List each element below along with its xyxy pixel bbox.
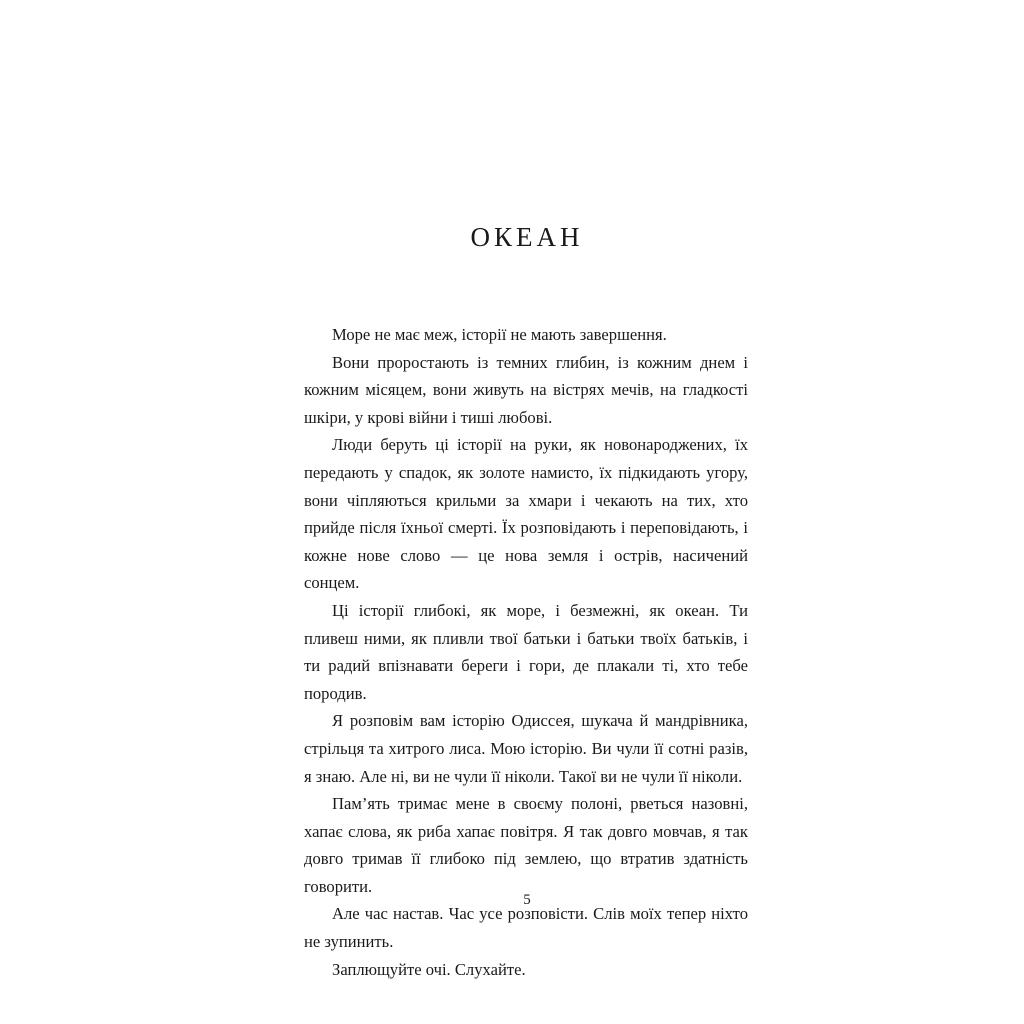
paragraph: Але час настав. Час усе розповісти. Слів моїх тепер ніхто не зупинить. [304,904,748,952]
paragraph: Море не має меж, історії не мають завершення. [332,325,667,344]
paragraph: Люди беруть ці історії на руки, як новонароджених, їх передають у спадок, як золоте намисто, їх підкидають угору, вони чіпляються крильми за хмари і чекають на тих, хто прийде після їхньої смерті. Їх розповідають і переповідають, і кожне нове слово — це нова земля і острів, насичений сонцем. [304,435,748,593]
chapter-body [304,321,748,983]
chapter-title: ОКЕАН [470,222,584,252]
paragraph: Я розповім вам історію Одиссея, шукача й мандрівника, стрільця та хитрого лиса. Мою історію. Ви чули її сотні разів, я знаю. Але ні, ви не чули її ніколи. Такої ви не чули її ніколи. [304,711,748,786]
paragraph: Заплющуйте очі. Слухайте. [332,959,526,979]
page-number: 5 [523,892,531,908]
paragraph: Вони проростають із темних глибин, із кожним днем і кожним місяцем, вони живуть на вістрях мечів, на гладкості шкіри, у крові війни і тиші любові. [304,352,748,427]
paragraph: Пам’ять тримає мене в своєму полоні, рветься назовні, хапає слова, як риба хапає повітря. Я так довго мовчав, я так довго тримав її глибоко під землею, що втратив здатність говорити. [304,794,748,896]
paragraph: Ці історії глибокі, як море, і безмежні, як океан. Ти пливеш ними, як пливли твої батьки і батьки твоїх батьків, і ти радий впізнавати береги і гори, де плакали ті, хто тебе породив. [304,600,748,703]
